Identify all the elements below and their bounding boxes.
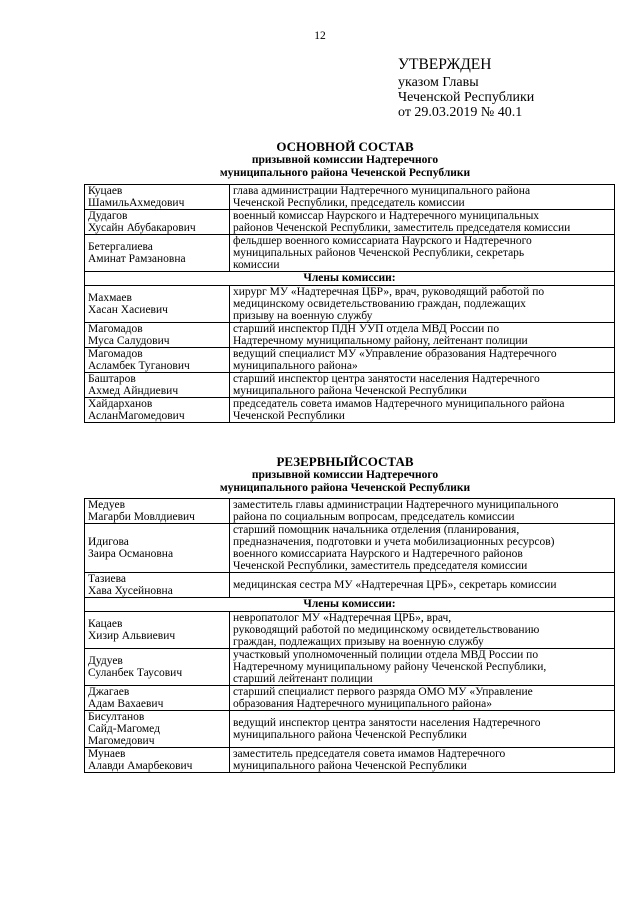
main-composition-subtitle: муниципального района Чеченской Республики xyxy=(219,167,471,179)
member-name: Тазиева xyxy=(88,573,127,585)
member-name-cell xyxy=(85,649,230,686)
table-row xyxy=(85,235,615,272)
approval-line: Чеченской Республики xyxy=(398,90,535,105)
member-position: ведущий специалист МУ «Управление образования Надтеречного xyxy=(233,348,557,360)
member-name-cell xyxy=(85,210,230,235)
member-position-cell xyxy=(230,210,615,235)
member-name-cell xyxy=(85,612,230,649)
member-position: Надтеречному муниципальному району, лейтенант полиции xyxy=(233,335,528,347)
member-name: Дудуев xyxy=(88,655,123,667)
table-row xyxy=(85,373,615,398)
member-position-cell xyxy=(230,323,615,348)
member-name-cell xyxy=(85,235,230,272)
member-name: ШамильАхмедович xyxy=(88,197,185,209)
member-name: Дудагов xyxy=(88,210,128,222)
table-row xyxy=(85,686,615,711)
member-position-cell xyxy=(230,373,615,398)
member-position: ведущий инспектор центра занятости населения Надтеречного xyxy=(233,717,541,729)
member-name-cell xyxy=(85,748,230,773)
member-position: военного комиссариата Наурского и Надтеречного районов xyxy=(233,548,523,560)
member-position: военный комиссар Наурского и Надтеречного муниципальных xyxy=(233,210,540,222)
member-name-cell xyxy=(85,348,230,373)
member-position-cell xyxy=(230,612,615,649)
member-position: муниципального района Чеченской Республики xyxy=(233,729,467,741)
member-position: медицинская сестра МУ «Надтеречная ЦРБ», секретарь комиссии xyxy=(233,579,557,591)
member-name: Магомадов xyxy=(88,348,143,360)
member-name: Куцаев xyxy=(88,185,123,197)
member-name: Бетергалиева xyxy=(88,241,153,253)
member-name: Идигова xyxy=(88,536,129,548)
member-position: невропатолог МУ «Надтеречная ЦРБ», врач, xyxy=(233,612,452,624)
table-row xyxy=(85,286,615,323)
table-row xyxy=(85,524,615,573)
member-name: Медуев xyxy=(88,499,126,511)
member-name: Магарби Мовлдиевич xyxy=(88,511,195,523)
member-position-cell xyxy=(230,524,615,573)
table-row xyxy=(85,649,615,686)
member-name-cell xyxy=(85,524,230,573)
member-name-cell xyxy=(85,573,230,598)
members-section-label: Члены комиссии: xyxy=(85,598,615,612)
table-row xyxy=(85,598,615,612)
member-name-cell xyxy=(85,711,230,748)
table-row xyxy=(85,748,615,773)
member-position: Чеченской Республики, заместитель председателя комиссии xyxy=(233,560,528,572)
member-name: Суланбек Таусович xyxy=(88,667,183,679)
table-row xyxy=(85,323,615,348)
member-name: Хава Хусейновна xyxy=(88,585,173,597)
table-row xyxy=(85,499,615,524)
member-name: Заира Османовна xyxy=(88,548,174,560)
table-row xyxy=(85,272,615,286)
member-position-cell xyxy=(230,649,615,686)
member-position: медицинскому освидетельствованию граждан, подлежащих xyxy=(233,298,526,310)
member-name-cell xyxy=(85,185,230,210)
main-composition-heading xyxy=(80,140,610,180)
table-row xyxy=(85,398,615,423)
table-row xyxy=(85,348,615,373)
member-position: глава администрации Надтеречного муниципального района xyxy=(233,185,531,197)
member-position: хирург МУ «Надтеречная ЦБР», врач, руководящий работой по xyxy=(233,286,545,298)
table-row xyxy=(85,711,615,748)
member-position-cell xyxy=(230,573,615,598)
member-name: АсланМагомедович xyxy=(88,410,185,422)
reserve-composition-heading xyxy=(80,455,610,495)
member-name-cell xyxy=(85,499,230,524)
member-name: Магомедович xyxy=(88,735,155,747)
member-name-cell xyxy=(85,373,230,398)
member-position: комиссии xyxy=(233,259,280,271)
member-position-cell xyxy=(230,499,615,524)
member-position: муниципальных районов Чеченской Республики, секретарь xyxy=(233,247,525,259)
main-composition-table xyxy=(84,184,615,423)
member-position: Надтеречному муниципальному району Чеченской Республики, xyxy=(233,661,547,673)
member-name-cell xyxy=(85,398,230,423)
member-position: участковый уполномоченный полиции отдела МВД России по xyxy=(233,649,539,661)
member-position: Чеченской Республики xyxy=(233,410,345,422)
member-name: Мунаев xyxy=(88,748,126,760)
member-name: Адам Вахаевич xyxy=(88,698,164,710)
member-position-cell xyxy=(230,348,615,373)
member-position: Чеченской Республики, председатель комиссии xyxy=(233,197,465,209)
member-position: муниципального района» xyxy=(233,360,358,372)
reserve-composition-title: РЕЗЕРВНЫЙСОСТАВ xyxy=(276,454,414,469)
members-section-label: Члены комиссии: xyxy=(85,272,615,286)
member-position: муниципального района Чеченской Республики xyxy=(233,760,467,772)
reserve-composition-subtitle: муниципального района Чеченской Республики xyxy=(219,482,471,494)
member-position: старший инспектор центра занятости населения Надтеречного xyxy=(233,373,540,385)
member-name: Ахмед Айндиевич xyxy=(88,385,179,397)
member-position: председатель совета имамов Надтеречного муниципального района xyxy=(233,398,565,410)
member-name-cell xyxy=(85,686,230,711)
approval-line: от 29.03.2019 № 40.1 xyxy=(398,105,523,120)
member-position-cell xyxy=(230,748,615,773)
table-row xyxy=(85,612,615,649)
member-name: Магомадов xyxy=(88,323,143,335)
member-name: Бисултанов xyxy=(88,711,145,723)
member-position-cell xyxy=(230,185,615,210)
member-position-cell xyxy=(230,286,615,323)
table-row xyxy=(85,210,615,235)
member-name: Хусайн Абубакарович xyxy=(88,222,196,234)
member-name: Хайдарханов xyxy=(88,398,153,410)
member-position: руководящий работой по медицинскому освидетельствованию xyxy=(233,624,540,636)
member-name: Муса Салудович xyxy=(88,335,170,347)
member-position: старший помощник начальника отделения (планирования, xyxy=(233,524,520,536)
member-position: старший специалист первого разряда ОМО МУ «Управление xyxy=(233,686,533,698)
reserve-composition-subtitle: призывной комиссии Надтеречного xyxy=(251,469,439,481)
member-position: районов Чеченской Республики, заместитель председателя комиссии xyxy=(233,222,571,234)
member-position-cell xyxy=(230,235,615,272)
member-name: Аминат Рамзановна xyxy=(88,253,186,265)
table-row xyxy=(85,185,615,210)
member-position: граждан, подлежащих призыву на военную службу xyxy=(233,636,484,648)
approval-line: указом Главы xyxy=(398,75,479,90)
member-position: призыву на военную службу xyxy=(233,310,373,322)
member-name: Кацаев xyxy=(88,618,123,630)
member-name: Сайд-Магомед xyxy=(88,723,160,735)
member-name-cell xyxy=(85,286,230,323)
member-name: Хасан Хасиевич xyxy=(88,304,168,316)
member-position: старший инспектор ПДН УУП отдела МВД России по xyxy=(233,323,500,335)
member-position-cell xyxy=(230,398,615,423)
member-position: заместитель главы администрации Надтеречного муниципального xyxy=(233,499,559,511)
approval-heading: УТВЕРЖДЕН xyxy=(398,56,492,73)
reserve-composition-table xyxy=(84,498,615,773)
member-position-cell xyxy=(230,711,615,748)
page-number: 12 xyxy=(314,30,326,42)
member-name: Алавди Амарбекович xyxy=(88,760,193,772)
member-position: образования Надтеречного муниципального района» xyxy=(233,698,492,710)
member-name: Хизир Альвиевич xyxy=(88,630,176,642)
member-position: муниципального района Чеченской Республики xyxy=(233,385,467,397)
main-composition-title: ОСНОВНОЙ СОСТАВ xyxy=(276,139,414,154)
member-position-cell xyxy=(230,686,615,711)
member-position: предназначения, подготовки и учета мобилизационных ресурсов) xyxy=(233,536,555,548)
member-position: заместитель председателя совета имамов Надтеречного xyxy=(233,748,506,760)
member-name: Махмаев xyxy=(88,292,132,304)
member-position: старший лейтенант полиции xyxy=(233,673,373,685)
table-row xyxy=(85,573,615,598)
approval-block xyxy=(398,55,534,120)
main-composition-subtitle: призывной комиссии Надтеречного xyxy=(251,154,439,166)
member-name: Асламбек Туганович xyxy=(88,360,190,372)
member-position: фельдшер военного комиссариата Наурского и Надтеречного xyxy=(233,235,532,247)
member-name: Баштаров xyxy=(88,373,136,385)
member-position: района по социальным вопросам, председатель комиссии xyxy=(233,511,515,523)
member-name: Джагаев xyxy=(88,686,130,698)
member-name-cell xyxy=(85,323,230,348)
